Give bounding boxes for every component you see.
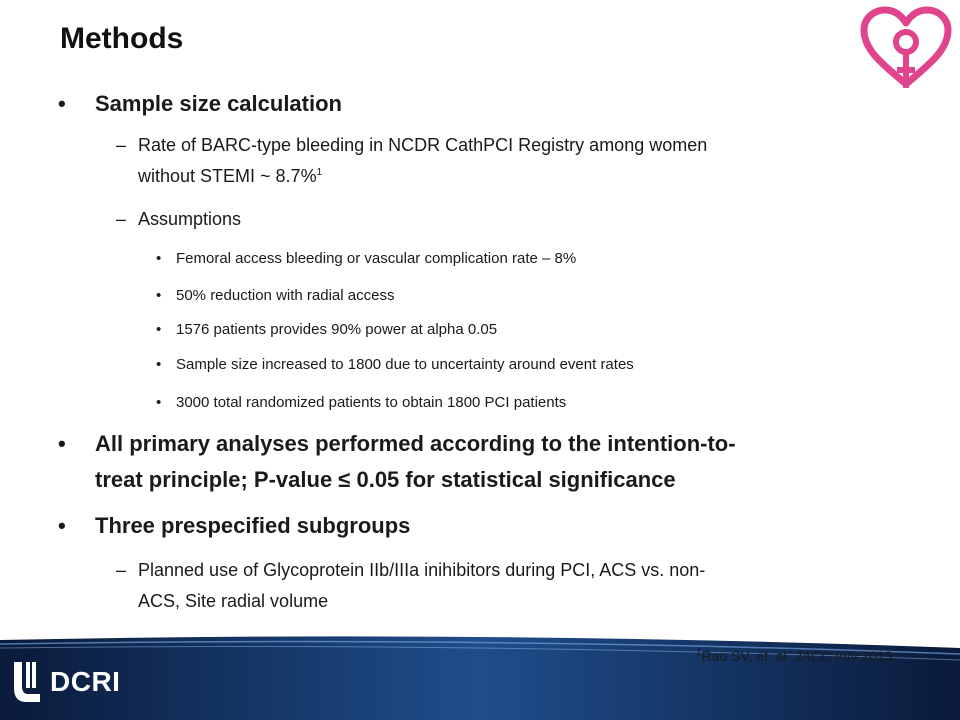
assumption-text: Sample size increased to 1800 due to uncertainty around event rates <box>176 356 634 373</box>
bullet-line-2: treat principle; P-value ≤ 0.05 for statistical significance <box>95 467 676 492</box>
footnote-citation <box>696 648 893 664</box>
footnote-year: 2013 <box>857 648 893 664</box>
subitem-line-1: Planned use of Glycoprotein IIb/IIIa inihibitors during PCI, ACS vs. non- <box>138 560 706 580</box>
bullet-marker: • <box>58 431 66 456</box>
assumption-text: 3000 total randomized patients to obtain 1800 PCI patients <box>176 394 567 411</box>
dash-marker: – <box>116 209 127 229</box>
bullet-marker: • <box>58 513 66 538</box>
dcri-logo <box>12 660 120 704</box>
subitem-line-1: Rate of BARC-type bleeding in NCDR CathPCI Registry among women <box>138 135 708 155</box>
subitem-text <box>138 555 898 617</box>
footnote-journal: JACC Intv <box>794 648 858 664</box>
footnote-text: Rao SV, et. al. <box>701 648 795 664</box>
bullet-label: Three prespecified subgroups <box>95 513 411 538</box>
bullet-marker: • <box>156 287 162 304</box>
bullet-label <box>95 426 885 498</box>
dash-marker: – <box>116 560 127 580</box>
bullet-marker: • <box>156 250 162 267</box>
bullet-marker: • <box>156 356 162 373</box>
assumption-text: 1576 patients provides 90% power at alpha 0.05 <box>176 321 498 338</box>
bullet-marker: • <box>156 394 162 411</box>
assumption-text: Femoral access bleeding or vascular complication rate – 8% <box>176 250 577 267</box>
assumption-text: 50% reduction with radial access <box>176 287 395 304</box>
subitem-line-2: without STEMI ~ 8.7% <box>138 166 317 186</box>
subitem-text <box>138 130 898 192</box>
slide-title: Methods <box>60 22 184 55</box>
footnote-superscript: 1 <box>696 647 702 659</box>
women-heart-logo-icon <box>858 6 954 90</box>
subitem-text: Assumptions <box>138 209 242 229</box>
footer-band <box>0 634 960 720</box>
bullet-line-1: All primary analyses performed according to the intention-to- <box>95 431 736 456</box>
citation-superscript: 1 <box>316 167 323 178</box>
bullet-marker: • <box>58 91 66 116</box>
subitem-line-2: ACS, Site radial volume <box>138 591 329 611</box>
bullet-marker: • <box>156 321 162 338</box>
bullet-label: Sample size calculation <box>95 91 342 116</box>
dash-marker: – <box>116 135 127 155</box>
duke-shield-icon <box>12 660 42 704</box>
dcri-brand-text: DCRI <box>50 666 121 697</box>
